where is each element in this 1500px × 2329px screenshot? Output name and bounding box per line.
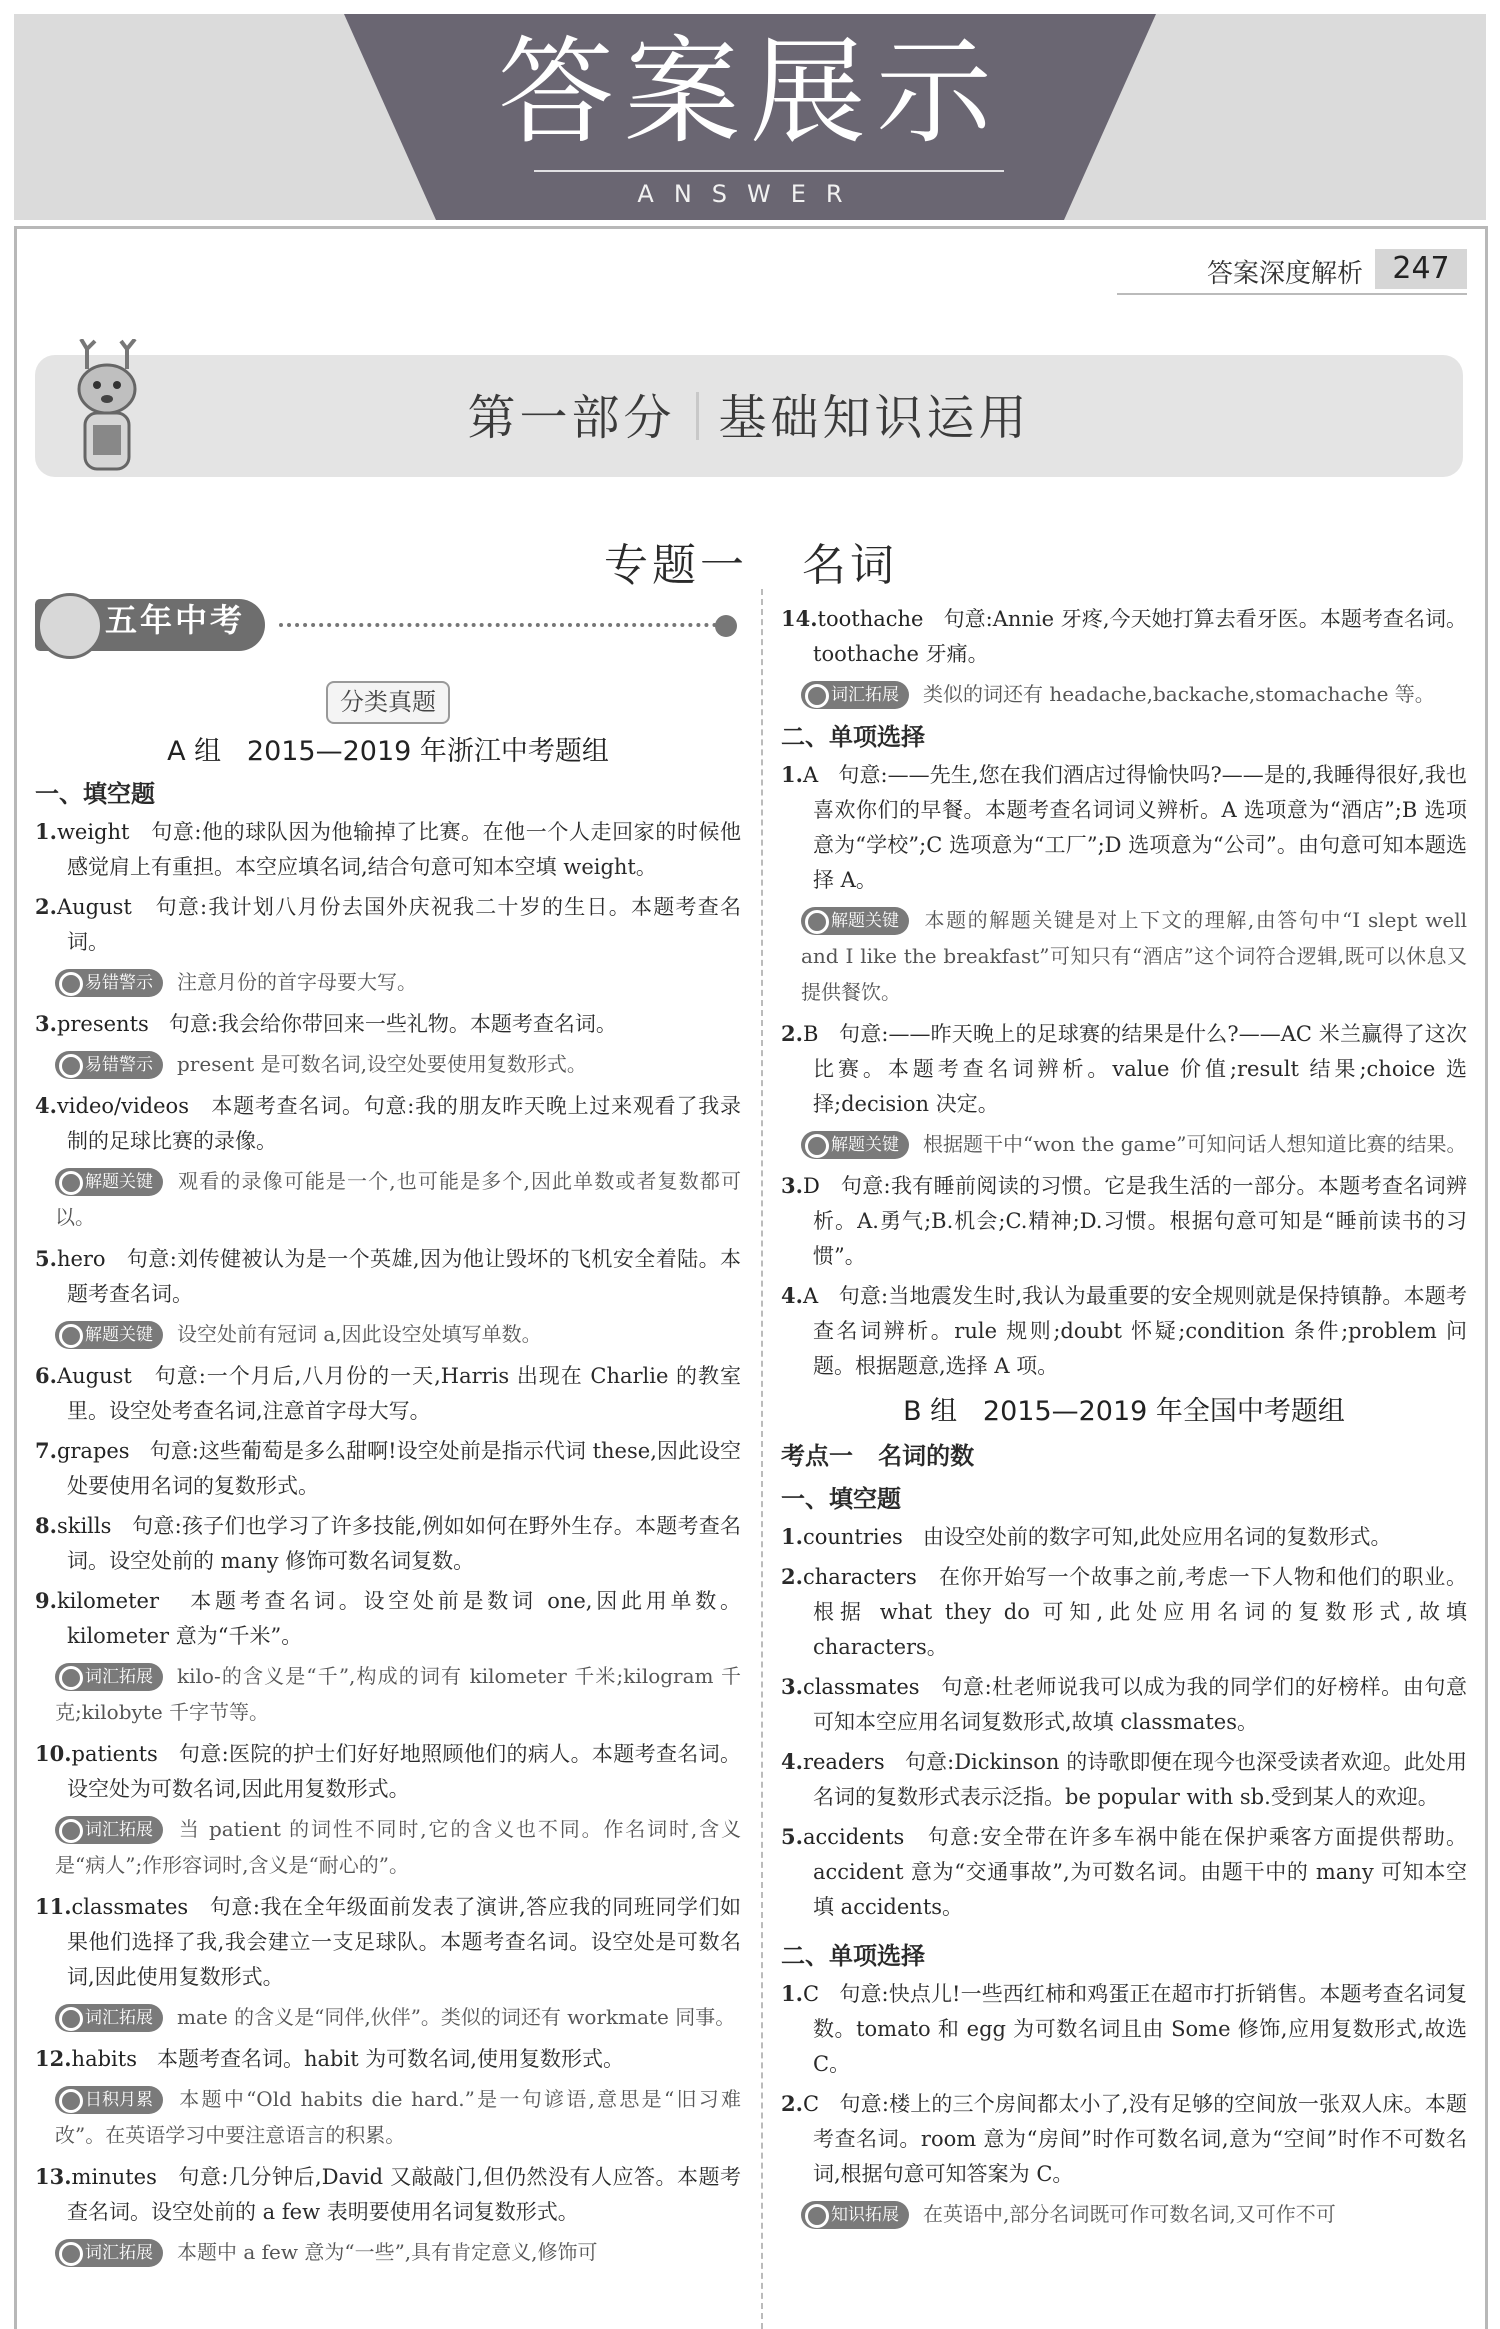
tip-tag-badge: 易错警示 (55, 1051, 163, 1079)
answer-explanation: 句意:刘传健被认为是一个英雄,因为他让毁坏的飞机安全着陆。本题考查名词。 (67, 1247, 741, 1306)
answer-key: classmates (71, 1895, 189, 1919)
tip-note (781, 676, 1467, 712)
tip-text: 注意月份的首字母要大写。 (177, 970, 417, 994)
part-title-right: 基础知识运用 (718, 390, 1031, 446)
answer-item (781, 1278, 1467, 1384)
group-b-fill-items (781, 1519, 1474, 1925)
answer-explanation: 句意:我有睡前阅读的习惯。它是我生活的一部分。本题考查名词辨析。A.勇气;B.机会;C.精神;D.习惯。根据句意可知是“睡前读书的习惯”。 (813, 1174, 1467, 1268)
tip-text: 当 patient 的词性不同时,它的含义也不同。作名词时,含义是“病人”;作形容词时,含义是“耐心的”。 (55, 1817, 741, 1877)
tip-tag-badge: 词汇拓展 (55, 1663, 163, 1691)
tip-note (35, 1163, 741, 1235)
answer-number: 2. (781, 1021, 803, 1046)
answer-item (35, 1889, 741, 1995)
answer-explanation: 句意:楼上的三个房间都太小了,没有足够的空间放一张双人床。本题考查名词。room 意为“房间”时作可数名词,意为“空间”时作不可数名词,根据句意可知答案为 C。 (813, 2092, 1467, 2186)
tip-text: 本题的解题关键是对上下文的理解,由答句中“I slept well and I like the breakfast”可知只有“酒店”这个词符合逻辑,既可以休息又提供餐饮。 (801, 908, 1467, 1004)
answer-key: presents (56, 1012, 149, 1036)
part-title-separator (696, 392, 699, 440)
banner-title: 答案展示 (498, 25, 1002, 160)
answer-banner (14, 14, 1486, 220)
answer-explanation: 句意:——昨天晚上的足球赛的结果是什么?——AC 米兰赢得了这次比赛。本题考查名词辨析。value 价值;result 结果;choice 选择;decision 决定。 (813, 1022, 1467, 1116)
answer-key: C (802, 1982, 820, 2006)
answer-explanation: 句意:当地震发生时,我认为最重要的安全规则就是保持镇静。本题考查名词辨析。rule 规则;doubt 怀疑;condition 条件;problem 问题。根据题意,选择 A 项。 (813, 1284, 1467, 1378)
answer-number: 5. (781, 1824, 803, 1849)
tip-text: present 是可数名词,设空处要使用复数形式。 (177, 1052, 587, 1076)
answer-number: 14. (781, 606, 818, 631)
group-b-title: B 组 2015—2019 年全国中考题组 (903, 1396, 1345, 1427)
tip-text: mate 的含义是“同伴,伙伴”。类似的词还有 workmate 同事。 (177, 2005, 736, 2029)
column-divider (761, 589, 763, 2329)
answer-item (781, 2086, 1467, 2192)
tip-text: 本题中“Old habits die hard.”是一句谚语,意思是“旧习难改”。在英语学习中要注意语言的积累。 (55, 2087, 741, 2147)
answer-key: habits (71, 2047, 137, 2071)
tip-tag-badge: 解题关键 (801, 907, 909, 935)
group-a-choice-items (781, 757, 1467, 1384)
answer-number: 9. (35, 1588, 57, 1613)
badge-end-dot (715, 615, 737, 637)
answer-key: weight (56, 820, 130, 844)
answer-key: toothache (817, 607, 924, 631)
answer-number: 1. (35, 819, 57, 844)
topic-title: 专题一 名词 (604, 540, 898, 591)
tip-tag-badge: 词汇拓展 (55, 2239, 163, 2267)
answer-number: 2. (781, 2091, 803, 2116)
section-badge-label: 五年中考 (105, 601, 246, 639)
section-badge (35, 593, 741, 667)
answer-key: kilometer (56, 1589, 159, 1613)
answer-key: characters (802, 1565, 917, 1589)
tip-text: 设空处前有冠词 a,因此设空处填写单数。 (177, 1322, 542, 1346)
header-label: 答案深度解析 (1206, 259, 1363, 289)
answer-explanation: 句意:Dickinson 的诗歌即便在现今也深受读者欢迎。此处用名词的复数形式表示泛指。be popular with sb.受到某人的欢迎。 (813, 1750, 1467, 1809)
group-b-choice-items (781, 1976, 1474, 2232)
answer-number: 3. (35, 1011, 57, 1036)
tip-tag-badge: 知识拓展 (801, 2201, 909, 2229)
answer-key: August (56, 895, 132, 919)
tip-note (35, 1811, 741, 1883)
tip-tag-badge: 易错警示 (55, 969, 163, 997)
tip-text: 类似的词还有 headache,backache,stomachache 等。 (923, 682, 1435, 706)
answer-key: accidents (802, 1825, 905, 1849)
tip-note (35, 1316, 741, 1352)
tip-note (35, 1046, 741, 1082)
answer-item (35, 1433, 741, 1504)
tip-note (35, 2081, 741, 2153)
tip-note (35, 2234, 741, 2270)
tip-tag-badge: 解题关键 (55, 1321, 163, 1349)
tip-tag-badge: 词汇拓展 (55, 2004, 163, 2032)
answer-item (35, 2159, 741, 2230)
answer-key: A (802, 1284, 819, 1308)
tip-tag-badge: 解题关键 (55, 1168, 163, 1196)
tip-note (35, 1658, 741, 1730)
answer-explanation: 本题考查名词。设空处前是数词 one,因此用单数。kilometer 意为“千米”。 (67, 1589, 741, 1648)
tip-note (781, 2196, 1467, 2232)
badge-dotted-line (279, 623, 717, 627)
header-rule (1117, 293, 1467, 295)
answer-key: countries (802, 1525, 903, 1549)
answer-explanation: 本题考查名词。habit 为可数名词,使用复数形式。 (136, 2047, 624, 2071)
answer-number: 10. (35, 1741, 72, 1766)
tip-note (781, 902, 1467, 1010)
group-a-section-choice: 二、单项选择 (781, 723, 925, 751)
tip-tag-badge: 解题关键 (801, 1131, 909, 1159)
tip-text: kilo-的含义是“千”,构成的词有 kilometer 千米;kilogram 千克;kilobyte 千字节等。 (55, 1664, 741, 1724)
answer-item (781, 757, 1467, 898)
answer-explanation: 句意:我计划八月份去国外庆祝我二十岁的生日。本题考查名词。 (67, 895, 741, 954)
answer-explanation: 句意:他的球队因为他输掉了比赛。在他一个人走回家的时候他感觉肩上有重担。本空应填名词,结合句意可知本空填 weight。 (67, 820, 741, 879)
answer-page (14, 226, 1488, 2329)
group-a-items-continued (781, 601, 1467, 712)
tip-text: 观看的录像可能是一个,也可能是多个,因此单数或者复数都可以。 (55, 1169, 741, 1229)
answer-item (781, 1744, 1467, 1815)
answer-explanation: 句意:我会给你带回来一些礼物。本题考查名词。 (148, 1012, 617, 1036)
answer-number: 7. (35, 1438, 57, 1463)
answer-key: patients (71, 1742, 158, 1766)
answer-key: grapes (56, 1439, 130, 1463)
answer-number: 13. (35, 2164, 72, 2189)
answer-item (781, 1016, 1467, 1122)
answer-item (35, 1088, 741, 1159)
answer-item (35, 1241, 741, 1312)
answer-key: D (802, 1174, 820, 1198)
answer-key: A (802, 763, 819, 787)
answer-number: 4. (781, 1749, 803, 1774)
answer-number: 11. (35, 1894, 72, 1919)
part-title-left: 第一部分 (467, 390, 676, 446)
answer-item (35, 814, 741, 885)
banner-subtitle: ANSWER (637, 180, 863, 208)
part-title-bar (35, 355, 1463, 477)
answer-item (35, 1508, 741, 1579)
tip-text: 在英语中,部分名词既可作可数名词,又可作不可 (923, 2202, 1336, 2226)
tip-text: 本题中 a few 意为“一些”,具有肯定意义,修饰可 (177, 2240, 598, 2264)
answer-item (781, 1519, 1467, 1555)
group-a-items (35, 814, 741, 2270)
answer-item (35, 1006, 741, 1042)
answer-explanation: 本题考查名词。句意:我的朋友昨天晚上过来观看了我录制的足球比赛的录像。 (67, 1094, 741, 1153)
answer-explanation: 在你开始写一个故事之前,考虑一下人物和他们的职业。根据 what they do 可知,此处应用名词的复数形式,故填 characters。 (813, 1565, 1474, 1659)
answer-explanation: 句意:杜老师说我可以成为我的同学们的好榜样。由句意可知本空应用名词复数形式,故填 classmates。 (813, 1675, 1467, 1734)
page-number: 247 (1375, 249, 1467, 289)
answer-key: readers (802, 1750, 885, 1774)
answer-item (781, 1669, 1467, 1740)
answer-number: 1. (781, 1524, 803, 1549)
group-a-title: A 组 2015—2019 年浙江中考题组 (167, 736, 609, 767)
answer-item (35, 1583, 741, 1654)
tip-note (35, 1999, 741, 2035)
answer-explanation: 句意:我在全年级面前发表了演讲,答应我的同班同学们如果他们选择了我,我会建立一支足球队。本题考查名词。设空处是可数名词,因此使用复数形式。 (67, 1895, 741, 1989)
left-column (35, 593, 741, 2276)
group-b-kp1: 考点一 名词的数 (781, 1442, 975, 1470)
answer-item (35, 889, 741, 960)
group-a-section-fill: 一、填空题 (35, 780, 155, 808)
answer-explanation: 句意:Annie 牙疼,今天她打算去看牙医。本题考查名词。toothache 牙痛。 (813, 607, 1467, 666)
right-column (781, 599, 1474, 2238)
tip-note (781, 1126, 1467, 1162)
deer-mascot-icon (57, 339, 167, 479)
real-questions-label (35, 681, 741, 724)
part-title (35, 379, 1463, 448)
group-b-section-fill: 一、填空题 (781, 1485, 901, 1513)
tip-tag-badge: 词汇拓展 (55, 1816, 163, 1844)
tip-tag-badge: 日积月累 (55, 2086, 163, 2114)
answer-number: 12. (35, 2046, 72, 2071)
answer-explanation: 句意:快点儿!一些西红柿和鸡蛋正在超市打折销售。本题考查名词复数。tomato 和 egg 为可数名词且由 Some 修饰,应用复数形式,故选 C。 (813, 1982, 1474, 2076)
answer-item (781, 1559, 1474, 1665)
tip-text: 根据题干中“won the game”可知问话人想知道比赛的结果。 (923, 1132, 1467, 1156)
real-questions-text: 分类真题 (326, 681, 450, 724)
answer-number: 1. (781, 1981, 803, 2006)
answer-explanation: 句意:这些葡萄是多么甜啊!设空处前是指示代词 these,因此设空处要使用名词的复数形式。 (67, 1439, 741, 1498)
answer-key: minutes (71, 2165, 157, 2189)
answer-number: 3. (781, 1674, 803, 1699)
answer-number: 4. (781, 1283, 803, 1308)
answer-key: C (802, 2092, 820, 2116)
page-header (1067, 249, 1467, 289)
answer-item (781, 1168, 1467, 1274)
answer-number: 2. (781, 1564, 803, 1589)
answer-number: 3. (781, 1173, 803, 1198)
answer-number: 2. (35, 894, 57, 919)
answer-explanation: 句意:孩子们也学习了许多技能,例如如何在野外生存。本题考查名词。设空处前的 many 修饰可数名词复数。 (67, 1514, 741, 1573)
answer-key: classmates (802, 1675, 920, 1699)
answer-item (35, 1736, 741, 1807)
answer-item (35, 2041, 741, 2077)
answer-explanation: 句意:医院的护士们好好地照顾他们的病人。本题考查名词。设空处为可数名词,因此用复数形式。 (67, 1742, 741, 1801)
group-b-section-choice: 二、单项选择 (781, 1942, 925, 1970)
answer-key: hero (56, 1247, 106, 1271)
answer-number: 5. (35, 1246, 57, 1271)
answer-key: skills (56, 1514, 112, 1538)
answer-number: 6. (35, 1363, 57, 1388)
answer-item (781, 1976, 1474, 2082)
answer-item (781, 1819, 1467, 1925)
answer-explanation: 句意:——先生,您在我们酒店过得愉快吗?——是的,我睡得很好,我也喜欢你们的早餐。本题考查名词词义辨析。A 选项意为“酒店”;B 选项意为“学校”;C 选项意为“工厂”;D 选项意为“公司”。由句意可知本题选择 A。 (813, 763, 1467, 892)
answer-number: 8. (35, 1513, 57, 1538)
answer-number: 4. (35, 1093, 57, 1118)
answer-explanation: 由设空处前的数字可知,此处应用名词的复数形式。 (902, 1525, 1392, 1549)
answer-explanation: 句意:安全带在许多车祸中能在保护乘客方面提供帮助。accident 意为“交通事故”,为可数名词。由题干中的 many 可知本空填 accidents。 (813, 1825, 1467, 1919)
deer-badge-icon (37, 593, 103, 659)
answer-item (35, 1358, 741, 1429)
answer-explanation: 句意:一个月后,八月份的一天,Harris 出现在 Charlie 的教室里。设空处考查名词,注意首字母大写。 (67, 1364, 741, 1423)
answer-key: video/videos (56, 1094, 189, 1118)
tip-tag-badge: 词汇拓展 (801, 681, 909, 709)
answer-item (781, 601, 1467, 672)
tip-note (35, 964, 741, 1000)
banner-divider (534, 170, 1004, 172)
answer-key: B (802, 1022, 819, 1046)
answer-key: August (56, 1364, 132, 1388)
answer-explanation: 句意:几分钟后,David 又敲敲门,但仍然没有人应答。本题考查名词。设空处前的 a few 表明要使用名词复数形式。 (67, 2165, 741, 2224)
answer-number: 1. (781, 762, 803, 787)
